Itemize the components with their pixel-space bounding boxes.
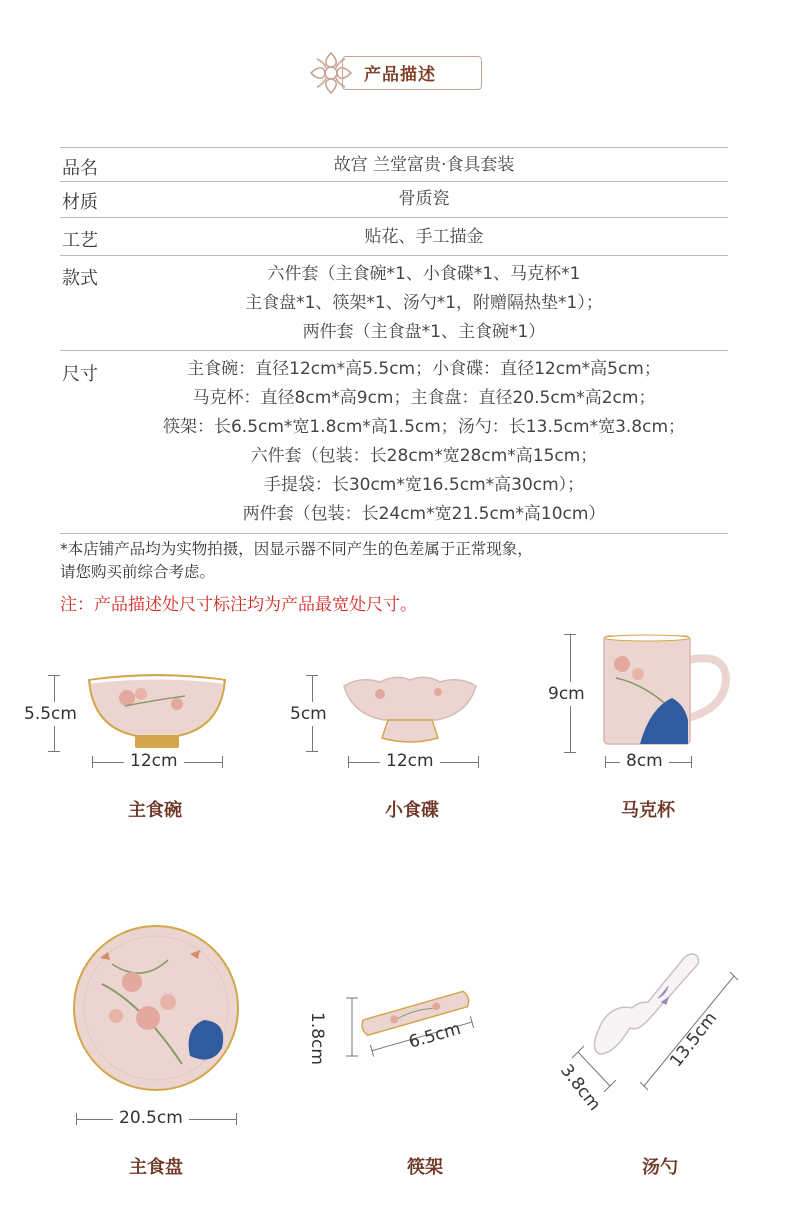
- spec-value: 马克杯：直径8cm*高9cm；主食盘：直径20.5cm*高2cm；: [192, 388, 656, 408]
- spec-label: 工艺: [62, 230, 98, 251]
- spoon-name: 汤勺: [642, 1157, 678, 1178]
- spec-value: 主食碗：直径12cm*高5.5cm；小食碟：直径12cm*高5cm；: [187, 359, 661, 379]
- dish-height-label: 5cm: [290, 704, 327, 724]
- mug-width-label: 8cm: [620, 751, 669, 771]
- plate-image: [72, 924, 240, 1092]
- note-disclaimer: *本店铺产品均为实物拍摄，因显示器不同产生的色差属于正常现象，: [60, 540, 533, 558]
- spec-value: 骨质瓷: [398, 189, 450, 209]
- bowl-height-label: 5.5cm: [24, 704, 77, 724]
- spec-label: 尺寸: [62, 364, 98, 385]
- spec-value: 手提袋：长30cm*宽16.5cm*高30cm）；: [263, 475, 585, 495]
- spec-row-size: [60, 350, 728, 534]
- spec-value: 贴花、手工描金: [364, 227, 484, 247]
- dish-width-label: 12cm: [380, 751, 440, 771]
- plate-name: 主食盘: [129, 1157, 183, 1178]
- spec-row-name: [60, 147, 728, 182]
- spec-row-style: [60, 255, 728, 351]
- spec-row-material: [60, 181, 728, 218]
- section-header: [306, 46, 482, 100]
- mug-name: 马克杯: [621, 800, 675, 821]
- spec-label: 材质: [62, 192, 98, 213]
- spec-label: 款式: [62, 268, 98, 289]
- spec-row-craft: [60, 217, 728, 256]
- plate-width-label: 20.5cm: [113, 1108, 189, 1128]
- dish-name: 小食碟: [385, 800, 439, 821]
- spoon-width-label: 3.8cm: [556, 1060, 605, 1115]
- spec-value: 两件套（主食盘*1、主食碗*1）: [302, 322, 546, 342]
- note-size: 注：产品描述处尺寸标注均为产品最宽处尺寸。: [60, 595, 417, 615]
- spec-value: 故宫 兰堂富贵·食具套装: [333, 155, 515, 175]
- page-title: 产品描述: [364, 65, 436, 85]
- dish-image: [340, 672, 480, 748]
- spec-label: 品名: [62, 158, 98, 179]
- rest-image: [300, 970, 500, 1080]
- spec-value: 两件套（包装：长24cm*宽21.5cm*高10cm）: [242, 504, 606, 524]
- spoon-length-label: 13.5cm: [666, 1008, 722, 1072]
- rest-name: 筷架: [407, 1157, 443, 1178]
- mug-height-label: 9cm: [548, 684, 585, 704]
- spec-value: 主食盘*1、筷架*1、汤勺*1，附赠隔热垫*1）；: [245, 293, 603, 313]
- bowl-width-label: 12cm: [124, 751, 184, 771]
- bowl-image: [85, 670, 229, 750]
- mug-image: [600, 634, 734, 748]
- bowl-name: 主食碗: [128, 800, 182, 821]
- rest-width-label: 1.8cm: [307, 1012, 327, 1065]
- note-disclaimer-2: 请您购买前综合考虑。: [60, 563, 216, 581]
- rest-length-label: 6.5cm: [406, 1018, 464, 1053]
- spoon-image: [548, 946, 748, 1116]
- spec-value: 筷架：长6.5cm*宽1.8cm*高1.5cm；汤勺：长13.5cm*宽3.8cm；: [162, 417, 686, 437]
- spec-value: 六件套（包装：长28cm*宽28cm*高15cm；: [250, 446, 598, 466]
- spec-table: [60, 147, 728, 533]
- spec-value: 六件套（主食碗*1、小食碟*1、马克杯*1: [267, 264, 581, 284]
